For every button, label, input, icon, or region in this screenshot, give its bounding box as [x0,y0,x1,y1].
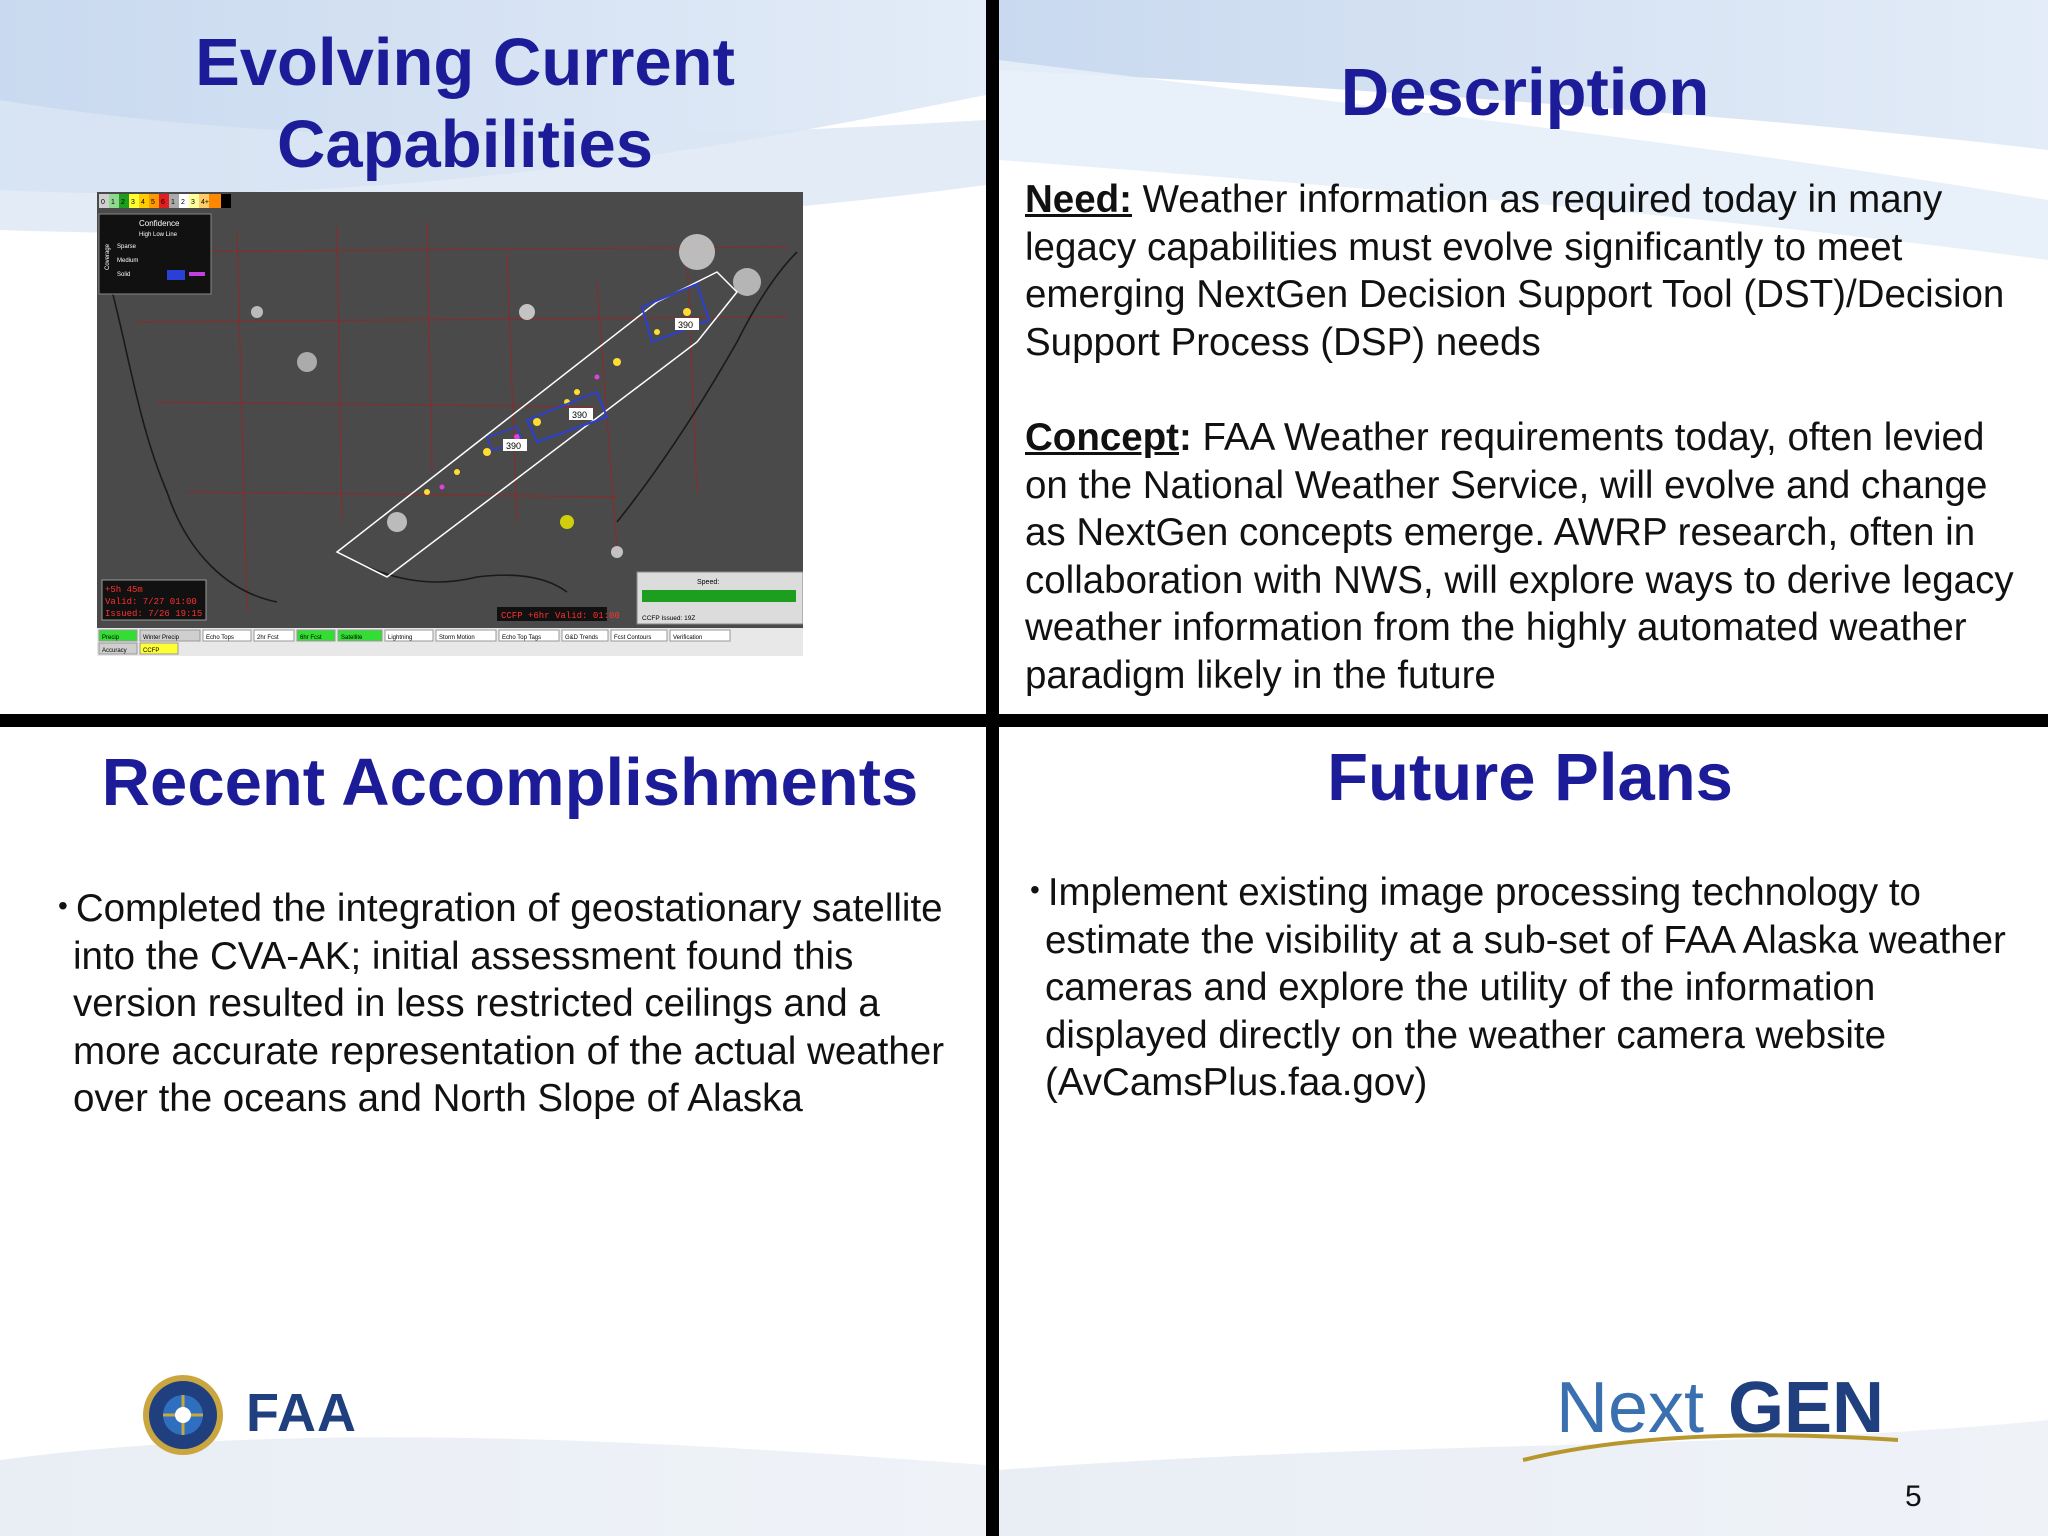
faa-seal-icon [142,1374,224,1456]
concept-label: Concept [1025,416,1179,459]
legend-cols: High Low Line [139,232,178,238]
legend-axis: Coverage [105,243,111,270]
future-plan-bullet [1030,866,2045,1107]
map-tab-label: Satellite [341,635,363,641]
map-tab-label: Lightning [388,635,413,641]
need-text: Weather information as required today in many legacy capabilities must evolve significantly to meet emerging NextGen Decision Support Tool (DST)/Decision Support Process (DSP) needs [1025,178,2005,364]
time-offset: +5h 45m [105,585,143,595]
scale-digit: 3 [131,199,135,206]
time-valid: Valid: 7/27 01:00 [105,597,197,607]
legend-row-sparse: Sparse [117,244,137,250]
legend-row-solid: Solid [117,272,131,278]
scale-digit: 6 [161,199,165,206]
box-label-3: 390 [678,320,694,330]
map-tab-label: Storm Motion [439,635,475,641]
scale-digit: 1 [111,199,115,206]
evolving-capabilities-title: Evolving Current Capabilities [195,25,735,182]
concept-text: FAA Weather requirements today, often levied on the National Weather Service, will evolve and change as NextGen concepts emerge. AWRP research, often in collaboration with NWS, will explore ways to derive legacy weather information from the highly automated weather paradigm likely in the future [1025,416,2014,697]
scale-digit: 4+ [201,199,209,206]
scale-digit: 0 [101,199,105,206]
nextgen-next: Next [1556,1368,1705,1448]
scale-digit: 3 [191,199,195,206]
accomplishment-bullet [58,882,973,1123]
map-tab-label: Verification [673,635,703,641]
weather-map-screenshot [97,192,803,656]
need-paragraph [1025,176,2035,366]
page-number: 5 [1905,1480,1922,1513]
map-tab-label: Echo Tops [206,635,234,641]
map-tab-label: G&D Trends [565,635,599,641]
scale-digit: 2 [181,199,185,206]
map-tab-label: 2hr Fcst [257,635,279,641]
scale-digit: 2 [121,199,125,206]
scale-digit: 1 [171,199,175,206]
concept-colon: : [1179,416,1192,459]
legend-title: Confidence [139,219,180,228]
nextgen-gen: GEN [1728,1368,1885,1448]
ccfp-issued: CCFP Issued: 19Z [642,615,696,622]
legend-row-medium: Medium [117,258,139,264]
bullet-dot: • [58,890,68,921]
map-tab-label: Echo Top Tags [502,635,542,641]
future-plans-title: Future Plans [1327,740,1733,815]
intensity-scale [99,194,231,208]
concept-paragraph [1025,414,2035,700]
horizontal-divider [0,714,2048,727]
map-tab-label: Accuracy [102,648,127,654]
map-tab-label: Winter Precip [143,635,180,641]
map-tab-label: Fcst Contours [614,635,652,641]
bullet-dot: • [1030,874,1040,905]
map-tab-label: CCFP [143,648,160,654]
recent-accomplishments-title: Recent Accomplishments [101,745,919,820]
box-label-2: 390 [572,410,588,420]
need-label: Need: [1025,178,1132,221]
nextgen-logo [1518,1362,1918,1472]
map-tab-label: 6hr Fcst [300,635,322,641]
speed-label: Speed: [697,579,720,586]
vertical-divider [986,0,999,1536]
time-issued: Issued: 7/26 19:15 [105,609,203,619]
scale-digit: 4 [141,199,145,206]
scale-digit: 5 [151,199,155,206]
accomplishment-text: Completed the integration of geostationary satellite into the CVA-AK; initial assessment found this version resulted in less restricted ceilings and a more accurate representation of the actual weather over the oceans and North Slope of Alaska [73,887,945,1121]
future-plan-text: Implement existing image processing technology to estimate the visibility at a sub-set of FAA Alaska weather cameras and explore the utility of the information displayed directly on the weather camera website (AvCamsPlus.faa.gov) [1045,871,2006,1105]
description-title: Description [1340,55,1710,130]
faa-logo-text: FAA [246,1383,357,1443]
ccfp-valid: CCFP +6hr Valid: 01:00 [501,611,620,621]
box-label-1: 390 [506,441,522,451]
map-tab-label: Precip [102,635,120,641]
